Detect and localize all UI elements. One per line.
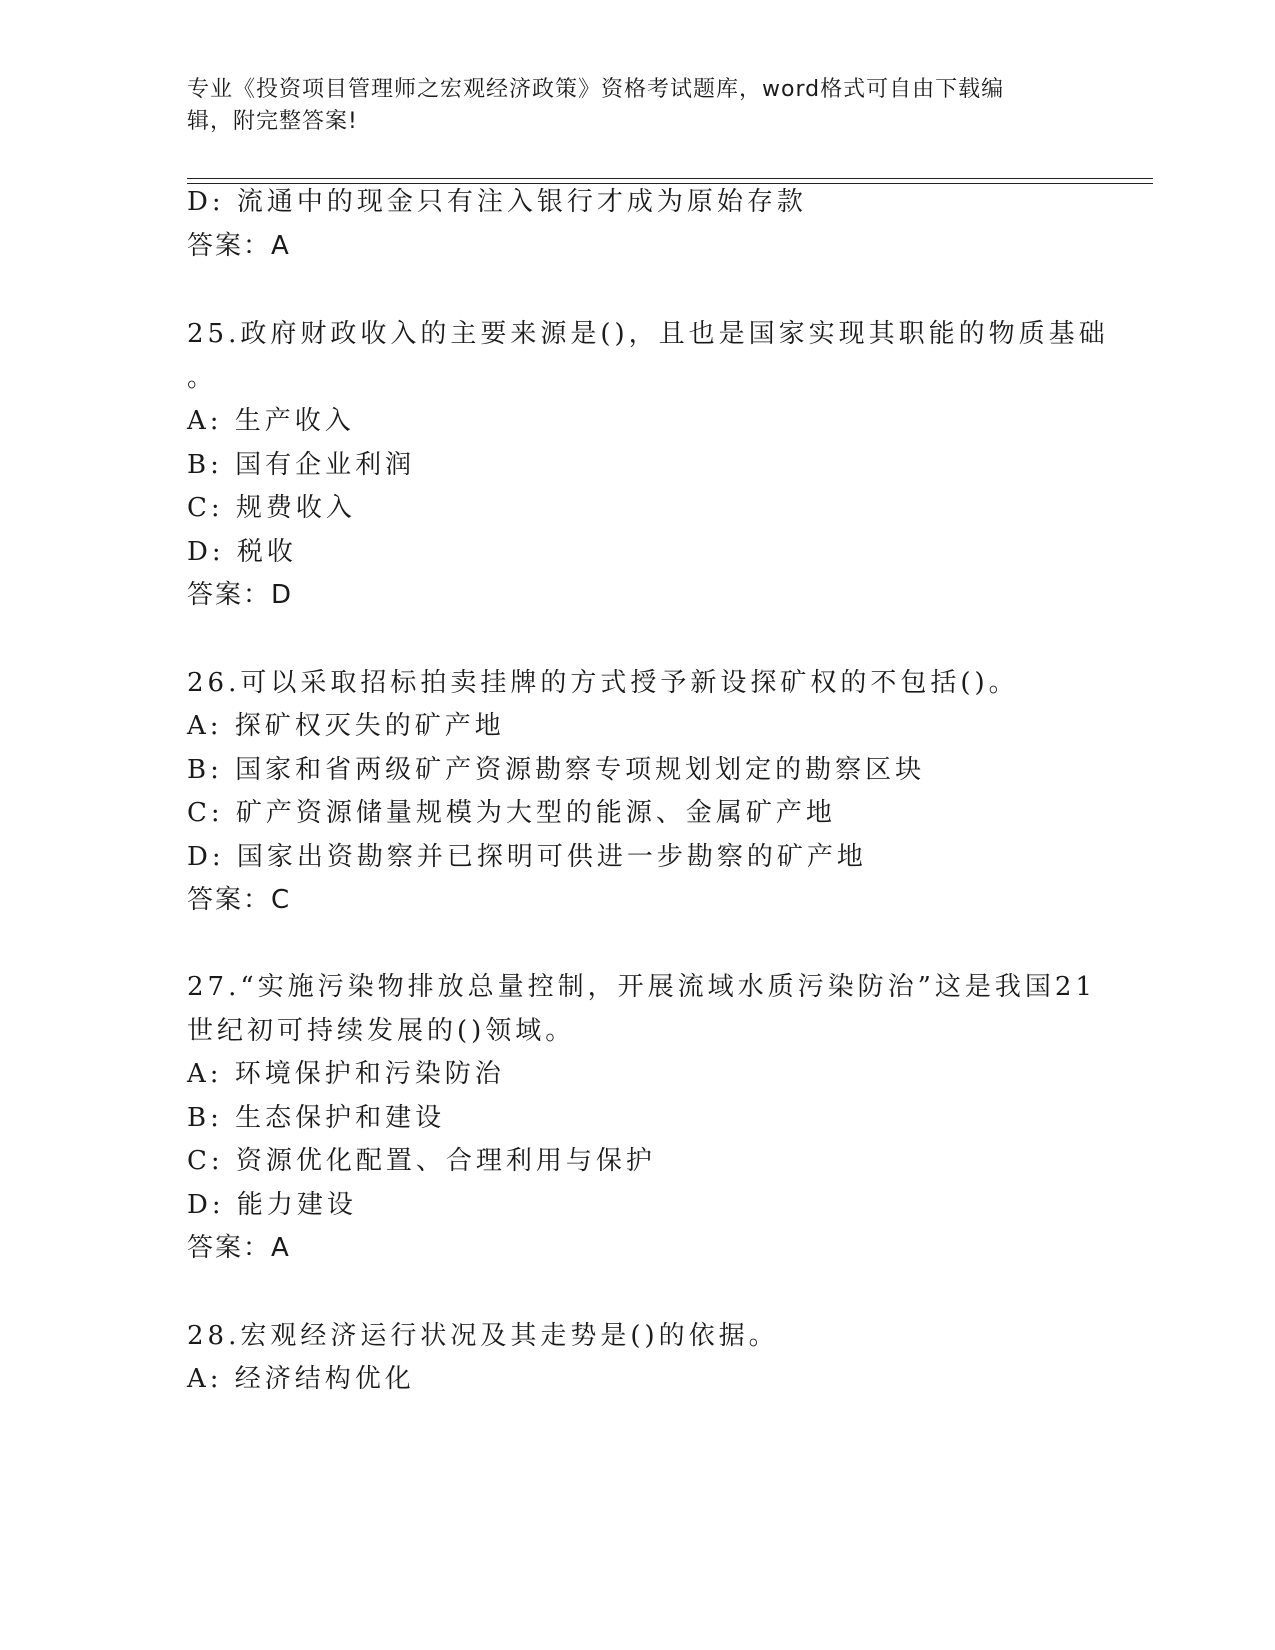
q27-stem-line-2: 世纪初可持续发展的()领域。 [187,1016,576,1046]
q27-stem-line-1: 27.“实施污染物排放总量控制，开展流域水质污染防治”这是我国21 [187,972,1097,1002]
document-header [187,74,1067,138]
header-line-1: 专业《投资项目管理师之宏观经济政策》资格考试题库，word格式可自由下载编 [187,77,1005,102]
q27-option-c: C: 资源优化配置、合理利用与保护 [187,1146,656,1176]
q26-option-d: D: 国家出资勘察并已探明可供进一步勘察的矿产地 [187,842,867,872]
q25-option-a: A: 生产收入 [187,406,355,436]
header-line-2: 辑，附完整答案! [187,109,358,134]
q27-option-b: B: 生态保护和建设 [187,1103,446,1133]
q25-option-c: C: 规费收入 [187,493,356,523]
q25-stem-line-2: 。 [187,363,218,393]
q25-stem-line-1: 25.政府财政收入的主要来源是()，且也是国家实现其职能的物质基础 [187,319,1109,349]
q26-stem-line-1: 26.可以采取招标拍卖挂牌的方式授予新设探矿权的不包括()。 [187,668,1019,698]
q25-option-b: B: 国有企业利润 [187,450,416,480]
prev-option-d: D: 流通中的现金只有注入银行才成为原始存款 [187,187,807,217]
q26-option-b: B: 国家和省两级矿产资源勘察专项规划划定的勘察区块 [187,755,926,785]
q26-option-a: A: 探矿权灭失的矿产地 [187,711,505,741]
q28-option-a: A: 经济结构优化 [187,1364,415,1394]
header-divider-top [187,178,1153,179]
header-divider-bottom [187,183,1153,184]
q27-option-d: D: 能力建设 [187,1190,357,1220]
q27-answer: 答案：A [187,1233,291,1263]
q26-answer: 答案：C [187,885,292,915]
q25-answer: 答案：D [187,580,294,610]
prev-answer: 答案：A [187,231,291,261]
q26-option-c: C: 矿产资源储量规模为大型的能源、金属矿产地 [187,798,836,828]
q25-option-d: D: 税收 [187,537,297,567]
q28-stem-line-1: 28.宏观经济运行状况及其走势是()的依据。 [187,1321,779,1351]
q27-option-a: A: 环境保护和污染防治 [187,1059,505,1089]
